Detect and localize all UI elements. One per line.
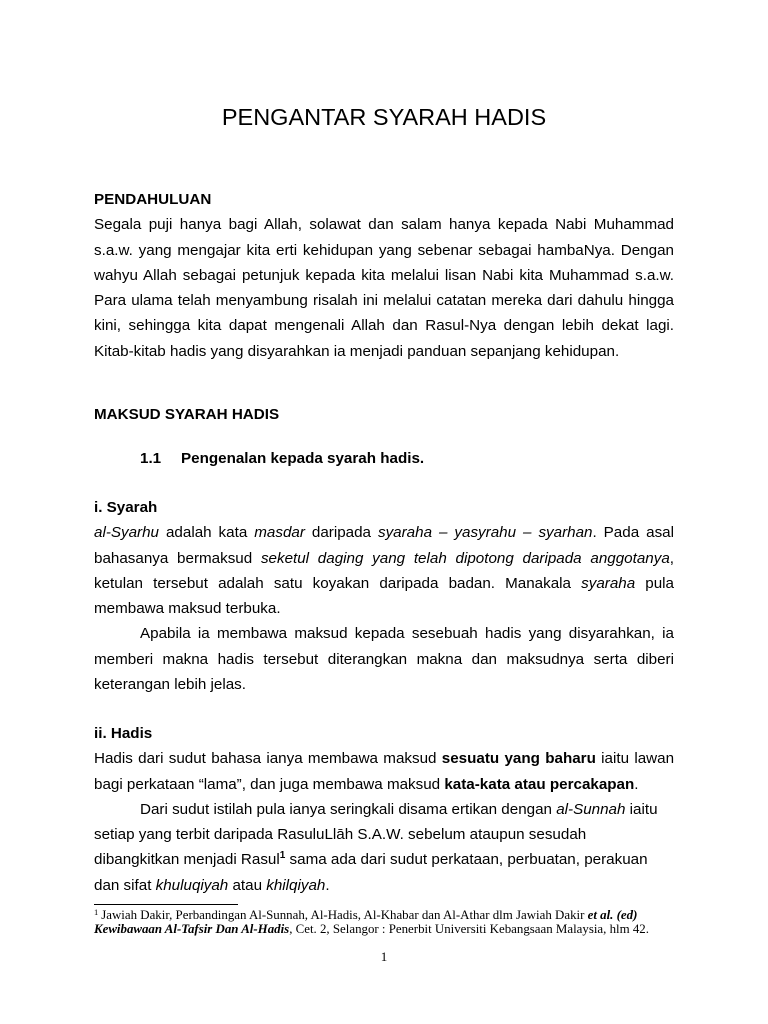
section-heading: MAKSUD SYARAH HADIS [94, 406, 280, 423]
paragraph-line: wahyu Allah sebagai petunjuk kepada kita melalui lisan Nabi kita Muhammad s.a.w. [94, 266, 674, 284]
paragraph-line: kini, sehingga kita dapat mengenali Allah dan Rasul-Nya dengan lebih dekat lagi. [94, 317, 674, 335]
italic-term: al-Sunnah [556, 800, 626, 818]
text-run: dan sifat [94, 876, 156, 894]
footnote-reference: 1 [279, 850, 286, 862]
text-run: Jawiah Dakir, Perbandingan Al-Sunnah, Al-Hadis, Al-Khabar dan Al-Athar dlm Jawiah Dakir [101, 908, 588, 922]
footnote-separator [94, 904, 238, 905]
italic-term: seketul daging yang telah dipotong daripada anggotanya [260, 549, 670, 567]
paragraph-line: Apabila ia membawa maksud kepada sesebuah hadis yang disyarahkan, ia [140, 625, 674, 643]
italic-term: khilqiyah [266, 876, 326, 894]
text-run: iaitu lawan [595, 750, 675, 768]
text-run: dibangkitkan menjadi Rasul [94, 851, 280, 869]
paragraph-line [94, 520, 674, 545]
text-run: pula [635, 574, 675, 592]
text-run: adalah kata [159, 524, 255, 542]
footnote-line [94, 922, 714, 936]
text-run: . [325, 876, 330, 894]
paragraph-line [94, 797, 674, 822]
paragraph-line [94, 772, 674, 797]
paragraph-line: s.a.w. yang mengajar kita erti kehidupan yang sebenar sebagai hambaNya. Dengan [94, 241, 674, 259]
text-run: sama ada dari sudut perkataan, perbuatan, perakuan [285, 851, 648, 869]
section-hadis [94, 721, 674, 898]
text-run: bagi perkataan “lama”, dan juga membawa maksud [94, 775, 445, 793]
section-pendahuluan [94, 187, 674, 364]
subsection-line [94, 446, 674, 471]
italic-term: khuluqiyah [155, 876, 229, 894]
paragraph-line [94, 546, 674, 571]
bold-italic-text: et al. (ed) [587, 908, 638, 922]
italic-term: al-Syarhu [94, 524, 159, 542]
paragraph-line [94, 571, 674, 596]
paragraph-line: Segala puji hanya bagi Allah, solawat dan salam hanya kepada Nabi Muhammad [94, 216, 674, 234]
footnote-line [94, 908, 714, 922]
italic-term: masdar [254, 524, 305, 542]
text-run: Hadis dari sudut bahasa ianya membawa maksud [94, 750, 442, 768]
text-run: . Pada asal [592, 524, 674, 542]
paragraph-line: Kitab-kitab hadis yang disyarahkan ia menjadi panduan sepanjang kehidupan. [94, 342, 620, 360]
paragraph-line [94, 746, 674, 771]
paragraph-line [94, 873, 674, 898]
subsection-number: 1.1 [140, 450, 162, 467]
section-heading: i. Syarah [94, 499, 158, 516]
text-run: Dari sudut istilah pula ianya seringkali disama ertikan dengan [140, 800, 557, 818]
text-run: bahasanya bermaksud [94, 549, 261, 567]
text-run: . [634, 775, 639, 793]
document-title: PENGANTAR SYARAH HADIS [221, 104, 547, 130]
italic-term: syaraha [581, 574, 636, 592]
bold-italic-text: Kewibawaan Al-Tafsir Dan Al-Hadis [94, 922, 290, 936]
paragraph-line: memberi makna hadis tersebut diterangkan makna dan maksudnya serta diberi [94, 650, 674, 668]
text-run: atau [228, 876, 267, 894]
subsection-heading [94, 446, 674, 471]
section-maksud [94, 402, 674, 427]
paragraph-line [94, 847, 674, 872]
text-run: daripada [304, 524, 378, 542]
page-number: 1 [380, 949, 388, 964]
footnote-marker: 1 [94, 907, 99, 917]
paragraph-line: keterangan lebih jelas. [94, 676, 246, 694]
text-run: , Cet. 2, Selangor : Penerbit Universiti Kebangsaan Malaysia, hlm 42. [289, 922, 649, 936]
italic-term: syaraha – yasyrahu – syarhan [377, 524, 593, 542]
section-syarah [94, 495, 674, 697]
bold-phrase: sesuatu yang baharu [441, 750, 596, 768]
text-run: ketulan tersebut adalah satu koyakan daripada badan. Manakala [94, 574, 582, 592]
section-heading: PENDAHULUAN [94, 191, 212, 208]
subsection-title: Pengenalan kepada syarah hadis. [181, 450, 425, 467]
bold-phrase: kata-kata atau percakapan [444, 775, 635, 793]
text-run: iaitu [625, 800, 658, 818]
section-heading: ii. Hadis [94, 725, 153, 742]
paragraph-line: setiap yang terbit daripada RasuluLlāh S.A.W. sebelum ataupun sesudah [94, 826, 587, 844]
text-run: , [669, 549, 674, 567]
footnote [94, 908, 714, 936]
paragraph-line: Para ulama telah menyambung risalah ini melalui catatan mereka dari dahulu hingga [94, 292, 674, 310]
paragraph-line: membawa maksud terbuka. [94, 600, 281, 618]
